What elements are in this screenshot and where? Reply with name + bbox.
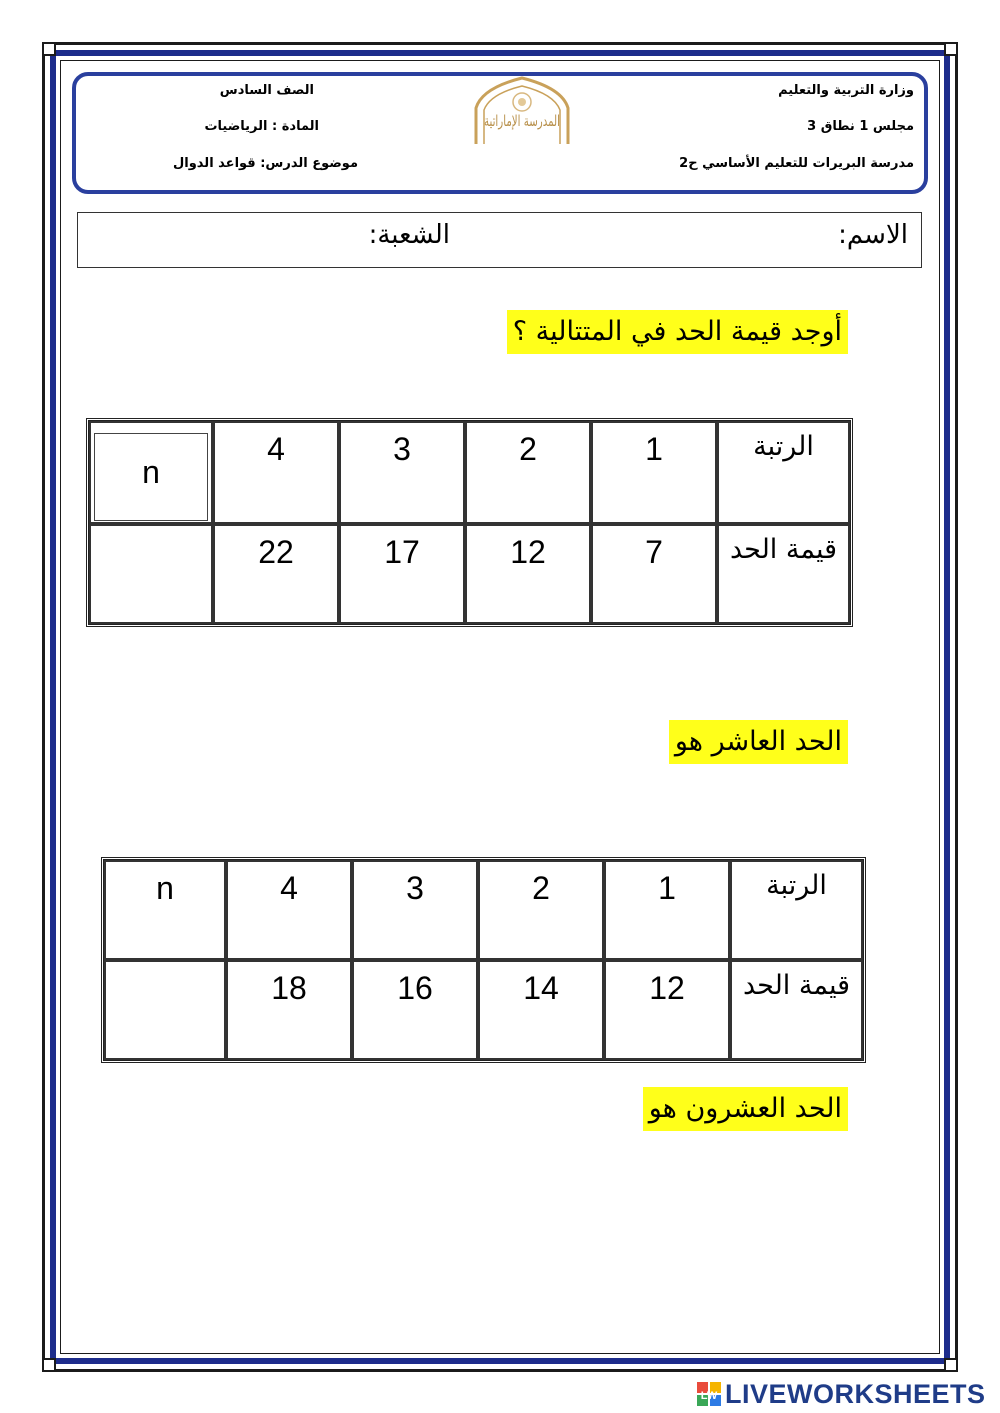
corner-ornament-top-right xyxy=(944,42,958,56)
row-label-term-value: قيمة الحد xyxy=(730,960,863,1060)
sequence-table-1 xyxy=(86,418,853,627)
position-cell: 4 xyxy=(226,860,352,960)
value-cell: 17 xyxy=(339,524,465,624)
table-row xyxy=(89,421,850,524)
liveworksheets-footer xyxy=(696,1378,986,1410)
name-label: الاسم: xyxy=(838,220,908,250)
grade-label: الصف السادس xyxy=(219,83,314,98)
school-name: مدرسة البريرات للتعليم الأساسي ح2 xyxy=(679,156,914,171)
school-logo-icon xyxy=(470,74,574,148)
position-cell: 3 xyxy=(352,860,478,960)
position-cell: 3 xyxy=(339,421,465,524)
value-cell: 12 xyxy=(465,524,591,624)
value-cell: 16 xyxy=(352,960,478,1060)
position-cell: n xyxy=(104,860,226,960)
corner-ornament-bottom-left xyxy=(42,1358,56,1372)
question-title: أوجد قيمة الحد في المتتالية ؟ xyxy=(507,310,848,354)
subject-label: المادة : الرياضيات xyxy=(204,119,319,134)
answer-cell-nth-term[interactable] xyxy=(104,960,226,1060)
value-cell: 12 xyxy=(604,960,730,1060)
table-row xyxy=(104,960,863,1060)
student-info-box xyxy=(77,212,922,268)
answer-prompt-20th-term[interactable]: الحد العشرون هو xyxy=(643,1087,848,1131)
corner-ornament-bottom-right xyxy=(944,1358,958,1372)
lesson-topic: موضوع الدرس: قواعد الدوال xyxy=(172,156,358,171)
row-label-term-value: قيمة الحد xyxy=(717,524,850,624)
value-cell: 14 xyxy=(478,960,604,1060)
position-cell: 2 xyxy=(465,421,591,524)
position-cell: 4 xyxy=(213,421,339,524)
council-name: مجلس 1 نطاق 3 xyxy=(807,119,914,134)
cell-value: n xyxy=(94,433,208,521)
liveworksheets-logo-icon xyxy=(696,1381,722,1407)
table-row xyxy=(89,524,850,624)
answer-prompt-10th-term[interactable]: الحد العاشر هو xyxy=(669,720,848,764)
position-cell xyxy=(89,421,213,524)
liveworksheets-brand: LIVEWORKSHEETS xyxy=(725,1378,986,1409)
value-cell: 22 xyxy=(213,524,339,624)
position-cell: 1 xyxy=(591,421,717,524)
row-label-position: الرتبة xyxy=(717,421,850,524)
corner-ornament-top-left xyxy=(42,42,56,56)
logo-letters: LW xyxy=(700,1390,718,1402)
value-cell: 18 xyxy=(226,960,352,1060)
ministry-name: وزارة التربية والتعليم xyxy=(778,83,914,98)
row-label-position: الرتبة xyxy=(730,860,863,960)
logo-text: المدرسة الإماراتية xyxy=(484,112,560,130)
position-cell: 2 xyxy=(478,860,604,960)
section-label: الشعبة: xyxy=(368,220,450,250)
answer-cell-nth-term[interactable] xyxy=(89,524,213,624)
sequence-table-2 xyxy=(101,857,866,1063)
value-cell: 7 xyxy=(591,524,717,624)
position-cell: 1 xyxy=(604,860,730,960)
table-row xyxy=(104,860,863,960)
